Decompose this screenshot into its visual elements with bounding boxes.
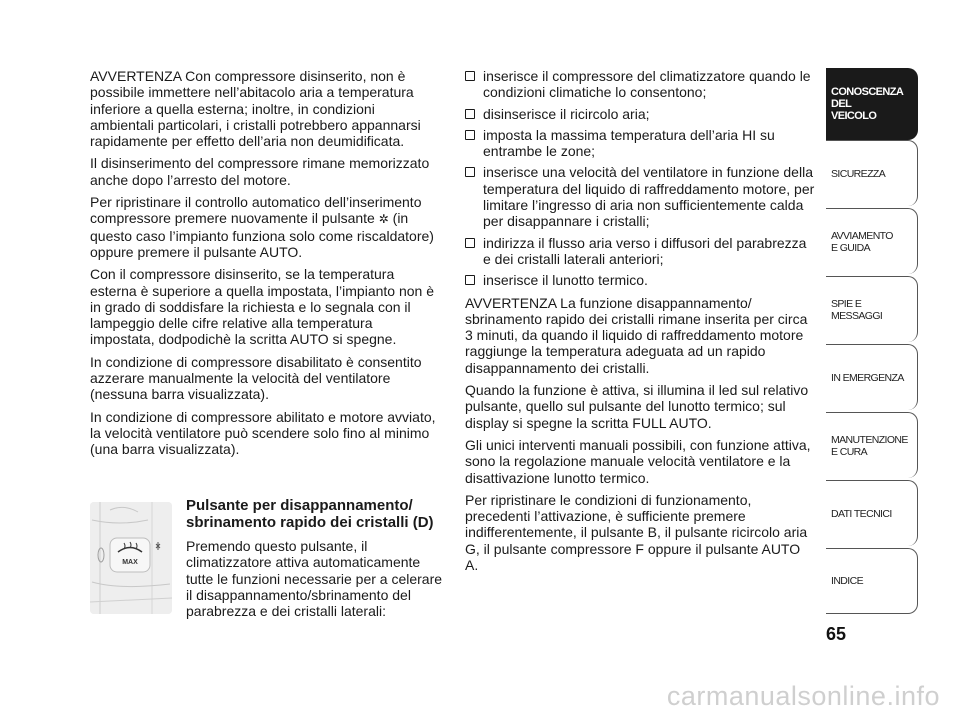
- tab-sicurezza[interactable]: [826, 140, 918, 206]
- paragraph: Gli unici interventi manuali possibili, con funzione attiva, sono la regolazione manuale velocità ventilatore e la disattivazione lunotto termico.: [465, 436, 811, 486]
- tab-in-emergenza[interactable]: [826, 344, 918, 410]
- list-item: [465, 127, 815, 160]
- tab-label: INDICE: [831, 575, 863, 587]
- list-item: [465, 68, 815, 101]
- list-item: [465, 164, 815, 229]
- tab-dati-tecnici[interactable]: [826, 480, 918, 546]
- paragraph: In condizione di compressore disabilitato è consentito azzerare manualmente la velocità del ventilatore (nessuna barra visualizzata).: [90, 353, 422, 403]
- list-item-text: inserisce il compressore del climatizzatore quando le condizioni climatiche lo consentono;: [483, 68, 811, 101]
- tab-label: IN EMERGENZA: [831, 371, 904, 384]
- list-item-text: imposta la massima temperatura dell’aria HI su entrambe le zone;: [483, 126, 775, 160]
- tab-spie-e-messaggi[interactable]: [826, 276, 918, 342]
- tab-label: SPIE E MESSAGGI: [831, 297, 883, 322]
- paragraph: Per ripristinare le condizioni di funzionamento, precedenti l’attivazione, è sufficiente premere indifferentemente, il pulsante B, il pulsante ricircolo aria G, il pulsante compressore F oppure il pulsante AUTO A.: [465, 491, 808, 574]
- list-item: [465, 235, 815, 268]
- list-item-text: indirizza il flusso aria verso i diffusori del parabrezza e dei cristalli laterali anteriori;: [483, 234, 807, 267]
- tab-indice[interactable]: [826, 548, 918, 614]
- snowflake-fan-icon: ✲: [378, 212, 389, 227]
- tab-label: MANUTENZIONE E CURA: [831, 433, 908, 458]
- max-label: MAX: [122, 559, 138, 566]
- tab-label: SICUREZZA: [831, 167, 886, 180]
- left-column: [90, 68, 440, 464]
- paragraph: Con il compressore disinserito, se la temperatura esterna è superiore a quella impostata, l’impianto non è in grado di soddisfare la richiesta e lo segnala con il lampeggio delle cifre relative alla temperatura impostata, dodpodichè la scritta AUTO si spegne.: [90, 266, 434, 348]
- ripristino-text: Per ripristinare il controllo automatico dell’inserimento compressore premere nuovamente il pulsante: [90, 194, 422, 227]
- tab-manutenzione-e-cura[interactable]: [826, 412, 918, 478]
- defrost-button-section: [90, 497, 450, 627]
- list-item-text: inserisce il lunotto termico.: [483, 272, 648, 289]
- checkbox-bullet-icon: [465, 109, 475, 119]
- defrost-button-photo: [90, 502, 172, 614]
- checkbox-bullet-icon: [465, 130, 475, 140]
- page-number: 65: [826, 624, 847, 644]
- checkbox-bullet-icon: [465, 167, 475, 177]
- list-item: [465, 106, 815, 122]
- paragraph: Quando la funzione è attiva, si illumina il led sul relativo pulsante, quello sul pulsante del lunotto termico; sul display si spegne la scritta FULL AUTO.: [465, 382, 809, 431]
- section-body: Premendo questo pulsante, il climatizzatore attiva automaticamente tutte le funzioni necessarie per a celerare il disappannamento/sbrinamento del parabrezza e dei cristalli laterali:: [186, 538, 443, 620]
- checkbox-bullet-icon: [465, 71, 475, 81]
- list-item-text: inserisce una velocità del ventilatore in funzione della temperatura del liquido di raffreddamento motore, per limitare l’ingresso di aria non sufficientemente calda per disappannare i cristalli;: [483, 164, 815, 230]
- checkbox-bullet-icon: [465, 238, 475, 248]
- tab-label: CONOSCENZA DEL VEICOLO: [831, 86, 904, 122]
- tab-label: DATI TECNICI: [831, 507, 892, 520]
- climate-panel-illustration: [90, 502, 172, 614]
- defrost-description: [186, 497, 448, 619]
- paragraph: In condizione di compressore abilitato e motore avviato, la velocità ventilatore può scendere solo fino al minimo (una barra visualizzata).: [90, 408, 436, 458]
- paragraph: AVVERTENZA Con compressore disinserito, non è possibile immettere nell’abitacolo aria a temperatura inferiore a quella esterna; inoltre, in condizioni ambientali particolari, i cristalli potrebbero appannarsi rapidamente per effetto dell’aria non deumidificata.: [90, 68, 421, 150]
- tab-conoscenza-del-veicolo[interactable]: [826, 68, 918, 140]
- checkbox-bullet-icon: [465, 275, 475, 285]
- list-item: [465, 272, 815, 288]
- paragraph: AVVERTENZA La funzione disappannamento/ sbrinamento rapido dei cristalli rimane inserita per circa 3 minuti, da quando il liquido di raffreddamento motore raggiunge la temperatura adeguata ad un rapido disappannamento dei cristalli.: [465, 294, 808, 376]
- paragraph-ripristino: [90, 194, 440, 260]
- ripristino-text-after: (in questo caso l’impianto funziona solo come riscaldatore) oppure premere il pulsante AUTO.: [90, 210, 434, 260]
- section-heading: Pulsante per disappannamento/ sbrinamento rapido dei cristalli (D): [186, 497, 434, 531]
- tab-label: AVVIAMENTO E GUIDA: [831, 229, 893, 254]
- function-list: [465, 68, 815, 289]
- list-item-text: disinserisce il ricircolo aria;: [483, 105, 650, 122]
- paragraph: Il disinserimento del compressore rimane memorizzato anche dopo l’arresto del motore.: [90, 155, 430, 188]
- watermark: carmanualsonline.info: [666, 681, 940, 711]
- tab-avviamento-e-guida[interactable]: [826, 208, 918, 274]
- chapter-sidebar: [826, 68, 918, 618]
- right-column: [465, 68, 815, 579]
